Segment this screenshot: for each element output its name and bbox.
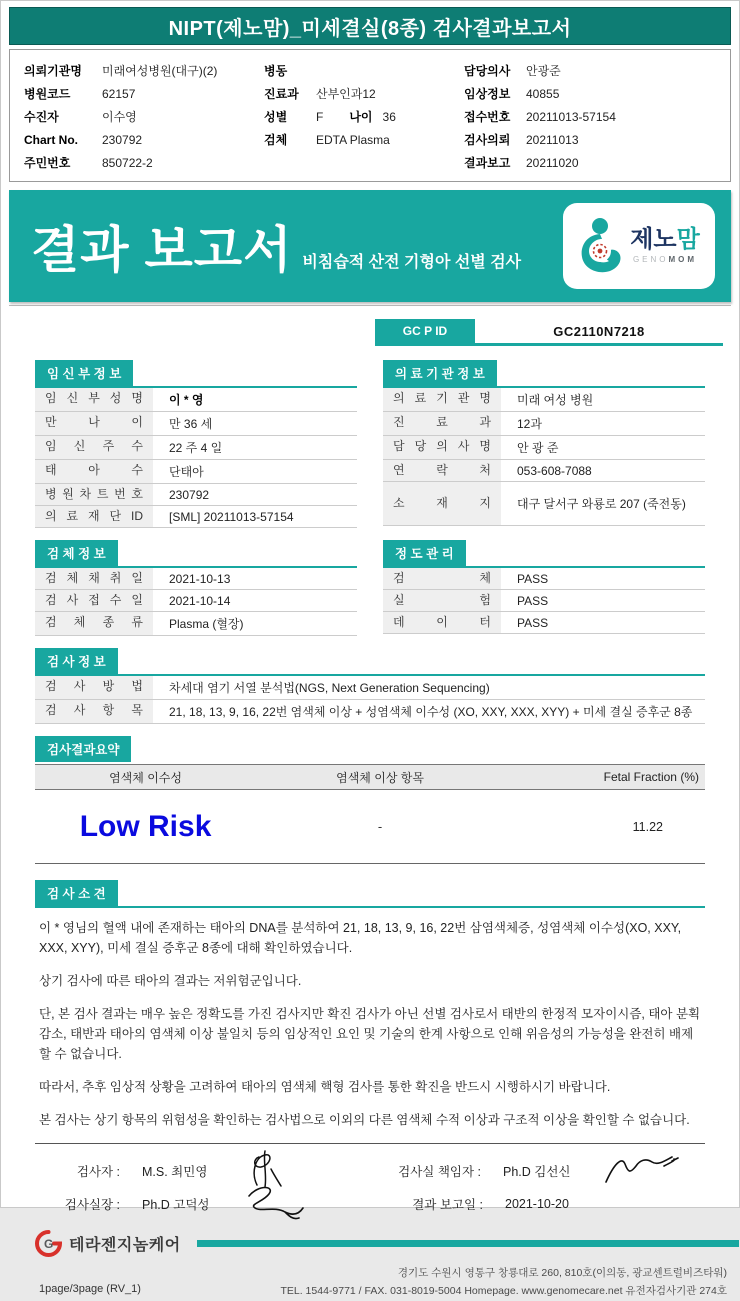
field-label: 담당의사 <box>464 64 511 78</box>
abnormal-items-value: - <box>377 819 383 834</box>
findings-paragraph: 따라서, 추후 임상적 상황을 고려하여 태아의 염색체 핵형 검사를 통한 확진을 반드시 시행하시기 바랍니다. <box>39 1080 611 1094</box>
summary-header-row <box>35 765 705 790</box>
table-row <box>383 590 705 612</box>
header-row <box>464 128 714 151</box>
table-row <box>35 676 705 700</box>
banner-title: 결과 보고서 <box>31 222 293 278</box>
row-label: 검 체 종 류 <box>45 615 143 629</box>
logo-eng-primary: GENO <box>632 255 669 264</box>
header-row <box>24 59 264 82</box>
field-label: Chart No. <box>24 132 78 147</box>
report-date-label: 결과 보고일 : <box>412 1197 483 1212</box>
logo-wordmark <box>630 228 700 264</box>
row-value: 230792 <box>169 487 210 502</box>
svg-text:G: G <box>44 1237 54 1251</box>
table-row <box>35 568 357 590</box>
field-value: 62157 <box>102 86 136 101</box>
gc-p-id-value: GC2110N7218 <box>553 323 645 339</box>
row-value: 2021-10-14 <box>169 593 231 608</box>
lab-director-label: 검사실 책임자 : <box>398 1164 481 1179</box>
row-value: 단태아 <box>169 465 204 479</box>
banner-divider <box>9 305 731 306</box>
table-row <box>383 482 705 526</box>
summary-result-row <box>35 790 705 864</box>
field-value: 이수영 <box>102 110 137 124</box>
table-row <box>383 388 705 412</box>
signature-block <box>35 1143 705 1220</box>
patient-header-col3 <box>464 59 714 174</box>
row-value: 2021-10-13 <box>169 571 231 586</box>
row-value: Plasma (혈장) <box>169 617 244 631</box>
company-address: 경기도 수원시 영통구 창룡대로 260, 810호(이의동, 광교센트럴비즈타워) <box>397 1267 727 1279</box>
field-value: 미래여성병원(대구)(2) <box>102 64 218 78</box>
row-label: 검 사 접 수 일 <box>45 593 143 607</box>
gc-p-id-label: GC P ID <box>375 319 475 343</box>
footer-bottom <box>9 1257 731 1301</box>
field-value: 산부인과12 <box>316 87 376 101</box>
row-label: 진 료 과 <box>393 415 491 429</box>
findings-paragraph: 본 검사는 상기 항목의 위험성을 확인하는 검사법으로 이외의 다른 염색체 수적 이상과 구조적 이상을 확인할 수 없습니다. <box>39 1113 690 1127</box>
row-label: 데 이 터 <box>393 615 491 629</box>
row-label: 담 당 의 사 명 <box>393 439 491 453</box>
banner-subtitle: 비침습적 산전 기형아 선별 검사 <box>302 253 522 271</box>
summary-col-abnormal: 염색체 이상 항목 <box>336 770 424 785</box>
table-row <box>35 388 357 412</box>
theragen-g-icon <box>35 1230 62 1257</box>
header-row <box>464 105 714 128</box>
row-label: 소 재 지 <box>393 496 491 510</box>
footer-logo-row <box>9 1230 731 1257</box>
row-label: 검 사 항 목 <box>45 703 143 717</box>
field-label: 의뢰기관명 <box>24 64 82 78</box>
company-logo <box>35 1230 181 1257</box>
row-label: 만 나 이 <box>45 415 143 429</box>
header-row <box>24 151 264 174</box>
field-label: 진료과 <box>264 87 299 101</box>
fetal-fraction-value: 11.22 <box>632 819 663 834</box>
field-label: 검체 <box>264 133 288 147</box>
row-value: PASS <box>517 571 549 586</box>
section-specimen-info <box>35 540 357 636</box>
header-row <box>24 128 264 151</box>
field-value: F <box>316 109 324 124</box>
field-value: 20211013 <box>526 132 579 147</box>
table-row <box>35 590 357 612</box>
table-row <box>383 412 705 436</box>
section-title: 검 사 정 보 <box>35 648 118 674</box>
result-banner <box>9 190 731 302</box>
mother-baby-icon <box>578 217 624 275</box>
row-label: 임 신 주 수 <box>45 439 143 453</box>
table-row <box>383 436 705 460</box>
field-value: 20211020 <box>526 155 579 170</box>
row-label: 의 료 재 단 ID <box>45 509 143 523</box>
table-row <box>35 506 357 528</box>
examiner-label: 검사자 : <box>76 1164 120 1179</box>
row-label: 태 아 수 <box>45 463 143 477</box>
table-row <box>35 612 357 636</box>
field-label: 나이 <box>349 110 373 124</box>
field-label: 성별 <box>264 110 288 124</box>
field-label: 병원코드 <box>24 87 71 101</box>
header-row <box>464 82 714 105</box>
field-value: 안광준 <box>526 64 561 78</box>
section-qc-info <box>383 540 705 636</box>
table-row <box>35 412 357 436</box>
company-contact: TEL. 1544-9771 / FAX. 031-8019-5004 Homepage. www.genomecare.net 유전자검사기관 274호 <box>280 1284 727 1297</box>
company-address-block <box>280 1265 727 1301</box>
header-row <box>464 59 714 82</box>
row-label: 검 체 채 취 일 <box>45 571 143 585</box>
row-value: 차세대 염기 서열 분석법(NGS, Next Generation Sequencing) <box>169 681 490 695</box>
lab-director-signature-icon <box>602 1152 680 1186</box>
header-row <box>24 82 264 105</box>
patient-header-box <box>9 49 731 182</box>
field-label: 임상정보 <box>464 87 511 101</box>
lab-manager-label: 검사실장 : <box>64 1197 120 1212</box>
report-title: NIPT(제노맘)_미세결실(8종) 검사결과보고서 <box>168 17 572 40</box>
field-label: 병동 <box>264 64 288 78</box>
findings-paragraph: 이 * 영님의 혈액 내에 존재하는 태아의 DNA를 분석하여 21, 18, 13, 9, 16, 22번 삼염색체증, 성염색체 이수성(XO, XXY, XXX, XYY), 미세 결실 증후군 8종에 대해 확인하였습니다. <box>39 921 682 955</box>
row-value: 미래 여성 병원 <box>517 393 594 407</box>
lab-manager-name: Ph.D 고덕성 <box>142 1197 210 1212</box>
row-value: PASS <box>517 593 549 608</box>
section-title: 검 체 정 보 <box>35 540 118 566</box>
logo-eng-accent: MOM <box>668 255 698 264</box>
patient-header-col1 <box>24 59 264 174</box>
table-row <box>35 436 357 460</box>
field-label: 접수번호 <box>464 110 511 124</box>
logo-kor-accent: 맘 <box>676 226 700 253</box>
signature-row <box>35 1187 705 1220</box>
row-value: PASS <box>517 615 549 630</box>
row-label: 의 료 기 관 명 <box>393 391 491 405</box>
row-label: 실 험 <box>393 593 491 607</box>
header-row <box>24 105 264 128</box>
row-label: 검 사 방 법 <box>45 679 143 693</box>
row-label: 병 원 차 트 번 호 <box>45 487 143 501</box>
summary-col-fetal-fraction: Fetal Fraction (%) <box>603 770 699 784</box>
row-label: 검 체 <box>393 571 491 585</box>
row-value: 이 * 영 <box>169 393 204 407</box>
row-value: 대구 달서구 와룡로 207 (죽전동) <box>517 497 686 511</box>
row-value: 안 광 준 <box>517 441 559 455</box>
field-value: 850722-2 <box>102 155 153 170</box>
risk-result: Low Risk <box>79 809 212 843</box>
header-row <box>464 151 714 174</box>
field-value: 40855 <box>526 86 560 101</box>
report-date-value: 2021-10-20 <box>505 1196 569 1211</box>
row-value: 만 36 세 <box>169 417 213 431</box>
section-title: 임 신 부 정 보 <box>35 360 133 386</box>
section-title: 의 료 기 관 정 보 <box>383 360 497 386</box>
row-label: 임 신 부 성 명 <box>45 391 143 405</box>
field-label: 검사의뢰 <box>464 133 511 147</box>
section-clinic-info <box>383 360 705 528</box>
section-title: 정 도 관 리 <box>383 540 466 566</box>
field-value: 230792 <box>102 132 143 147</box>
row-value: [SML] 20211013-57154 <box>169 509 294 524</box>
findings-body <box>35 918 705 1130</box>
lab-director-name: Ph.D 김선신 <box>503 1164 571 1179</box>
table-row <box>383 612 705 634</box>
field-value: EDTA Plasma <box>316 132 390 147</box>
findings-paragraph: 상기 검사에 따른 태아의 결과는 저위험군입니다. <box>39 974 302 988</box>
table-row <box>35 484 357 506</box>
row-value: 053-608-7088 <box>517 463 592 478</box>
signature-row <box>35 1154 705 1187</box>
logo-kor-primary: 제노 <box>630 226 677 253</box>
field-value: 20211013-57154 <box>526 109 616 124</box>
footer-teal-bar <box>197 1240 739 1247</box>
section-title: 검 사 소 견 <box>35 880 118 906</box>
findings-paragraph: 단, 본 검사 결과는 매우 높은 정확도를 가진 검사지만 확진 검사가 아닌 선별 검사로서 태반의 한정적 모자이시즘, 태아 분획 감소, 태반과 태아의 염색체 이상 불일치 등의 임상적인 요인 및 기술의 한계 사항으로 인해 위음성의 가능성을 완전히 배제할 수 없습니다. <box>39 1007 701 1061</box>
field-value: 36 <box>382 109 396 124</box>
page-number: 1page/3page (RV_1) <box>39 1282 141 1295</box>
company-name: 테라젠지놈케어 <box>69 1237 181 1254</box>
field-label: 주민번호 <box>24 156 71 170</box>
genomom-logo <box>563 203 715 289</box>
section-test-info <box>9 648 731 724</box>
gc-p-id <box>375 319 723 346</box>
header-row <box>264 105 464 128</box>
summary-col-aneuploidy: 염색체 이수성 <box>109 770 182 785</box>
field-label: 수진자 <box>24 110 59 124</box>
section-title: 검사결과요약 <box>35 736 131 762</box>
header-row <box>264 82 464 105</box>
table-row <box>35 460 357 484</box>
row-label: 연 락 처 <box>393 463 491 477</box>
section-findings <box>9 880 731 1130</box>
lab-manager-signature-icon <box>241 1182 321 1222</box>
row-value: 22 주 4 일 <box>169 441 223 455</box>
table-row <box>35 700 705 724</box>
patient-header-col2 <box>264 59 464 174</box>
header-row <box>264 59 464 82</box>
section-result-summary <box>9 736 731 864</box>
field-label: 결과보고 <box>464 156 511 170</box>
row-value: 21, 18, 13, 9, 16, 22번 염색체 이상 + 성염색체 이수성 (XO, XXY, XXX, XYY) + 미세 결실 증후군 8종 <box>169 705 693 719</box>
table-row <box>383 460 705 482</box>
header-row <box>264 128 464 151</box>
row-value: 12과 <box>517 417 542 431</box>
table-row <box>383 568 705 590</box>
examiner-name: M.S. 최민영 <box>142 1164 208 1179</box>
section-pregnant-info <box>35 360 357 528</box>
report-title-bar <box>9 7 731 45</box>
